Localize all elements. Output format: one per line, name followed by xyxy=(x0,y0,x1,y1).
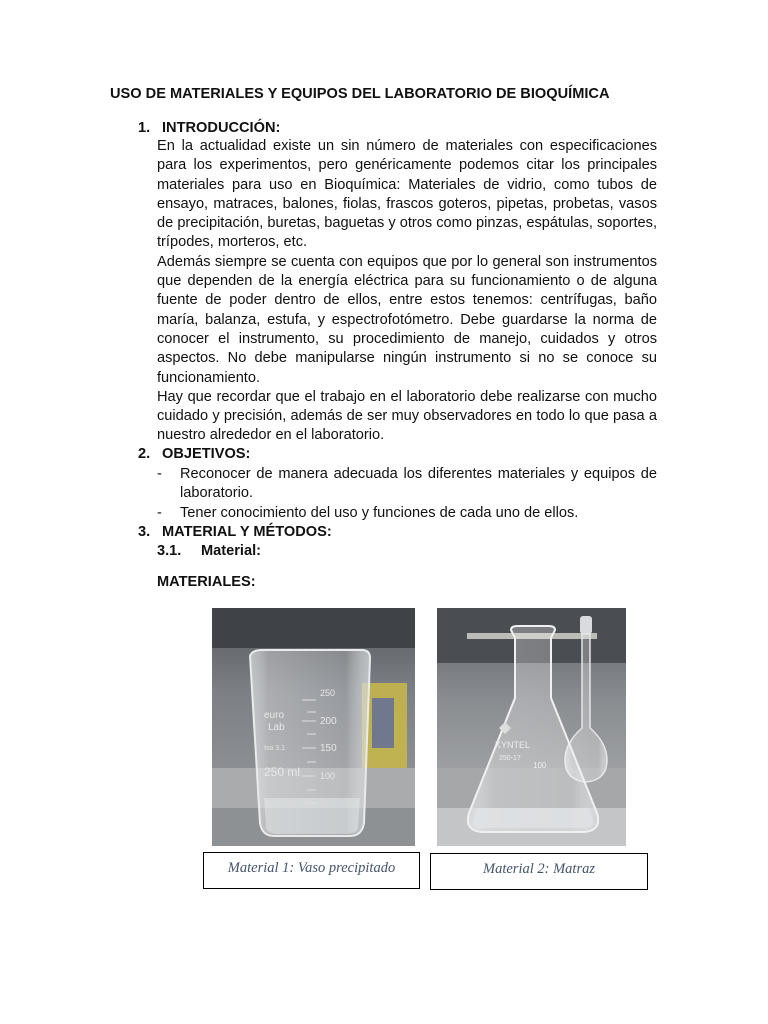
beaker-iso-text: Iso 3.1 xyxy=(264,745,286,752)
figure-2-caption-text: Material 2: Matraz xyxy=(483,861,595,877)
subsection-title: Material: xyxy=(201,543,262,559)
section-1-heading xyxy=(138,120,280,136)
bullet-dash: - xyxy=(157,504,162,521)
beaker-mark-100: 100 xyxy=(320,771,336,781)
section-1-title: INTRODUCCIÓN: xyxy=(162,120,281,136)
figure-2-caption xyxy=(430,853,648,890)
section-1-number: 1. xyxy=(138,120,151,136)
figure-1-caption-text: Material 1: Vaso precipitado xyxy=(227,860,396,876)
section-3-heading xyxy=(138,524,332,540)
objective-text: Tener conocimiento del uso y funciones de cada uno de ellos. xyxy=(180,504,579,521)
flask-mark-100: 100 xyxy=(533,761,547,770)
subsection-number: 3.1. xyxy=(157,543,182,559)
materials-heading: MATERIALES: xyxy=(157,574,256,590)
objective-text: Reconocer de manera adecuada los diferentes materiales y equipos de laboratorio. xyxy=(180,466,657,502)
flask-code-text: 250-17 xyxy=(499,755,521,762)
intro-paragraph-1: En la actualidad existe un sin número de materiales con especificaciones para los experimentos, pero genéricamente podemos citar los principales materiales para uso en Bioquímica: Materiales de vidrio, como tubos de ensayo, matraces, balones, fiolas, frascos goteros, pipetas, probetas, vasos de precipitación, buretas, baguetas y otros como pinzas, espátulas, soportes, trípodes, morteros, etc. xyxy=(157,138,657,251)
flask-illustration xyxy=(437,608,626,846)
section-2-heading xyxy=(138,446,250,462)
flask-photo xyxy=(437,608,626,846)
intro-paragraph-2: Además siempre se cuenta con equipos que por lo general son instrumentos que dependen de la energía eléctrica para su funcionamiento o de alguna fuente de poder dentro de ellos, entre estos tenemos: centrífugas, baño maría, balanza, estufa, y espectrofotómetro. Debe guardarse la norma de conocer el instrumento, su procedimiento de manejo, cuidados y otros aspectos. No debe manipularse ningún instrumento si no se conoce su funcionamiento. xyxy=(157,253,657,386)
section-3-title: MATERIAL Y MÉTODOS: xyxy=(162,524,332,540)
bullet-dash: - xyxy=(157,466,162,482)
section-2-number: 2. xyxy=(138,446,151,462)
section-2-title: OBJETIVOS: xyxy=(162,446,251,462)
introduction-body xyxy=(157,137,657,446)
objectives-list xyxy=(157,465,657,523)
beaker-brand-text: euro xyxy=(264,710,285,721)
beaker-mark-250: 250 xyxy=(320,688,336,698)
beaker-mark-150: 150 xyxy=(320,743,337,754)
beaker-illustration xyxy=(212,608,415,846)
beaker-volume-text: 250 ml xyxy=(264,765,301,779)
objective-item xyxy=(157,465,657,504)
document-title: USO DE MATERIALES Y EQUIPOS DEL LABORATORIO DE BIOQUÍMICA xyxy=(110,86,610,102)
beaker-mark-200: 200 xyxy=(320,716,337,727)
intro-paragraph-3: Hay que recordar que el trabajo en el laboratorio debe realizarse con mucho cuidado y precisión, además de ser muy observadores en todo lo que pasa a nuestro alrededor en el laboratorio. xyxy=(157,388,657,444)
subsection-heading xyxy=(157,543,261,559)
figure-1-caption xyxy=(203,852,420,889)
objective-item xyxy=(157,504,657,523)
beaker-photo xyxy=(212,608,415,846)
beaker-brand-text: Lab xyxy=(268,722,285,733)
flask-brand-text: KYNTEL xyxy=(495,740,531,750)
section-3-number: 3. xyxy=(138,524,151,540)
